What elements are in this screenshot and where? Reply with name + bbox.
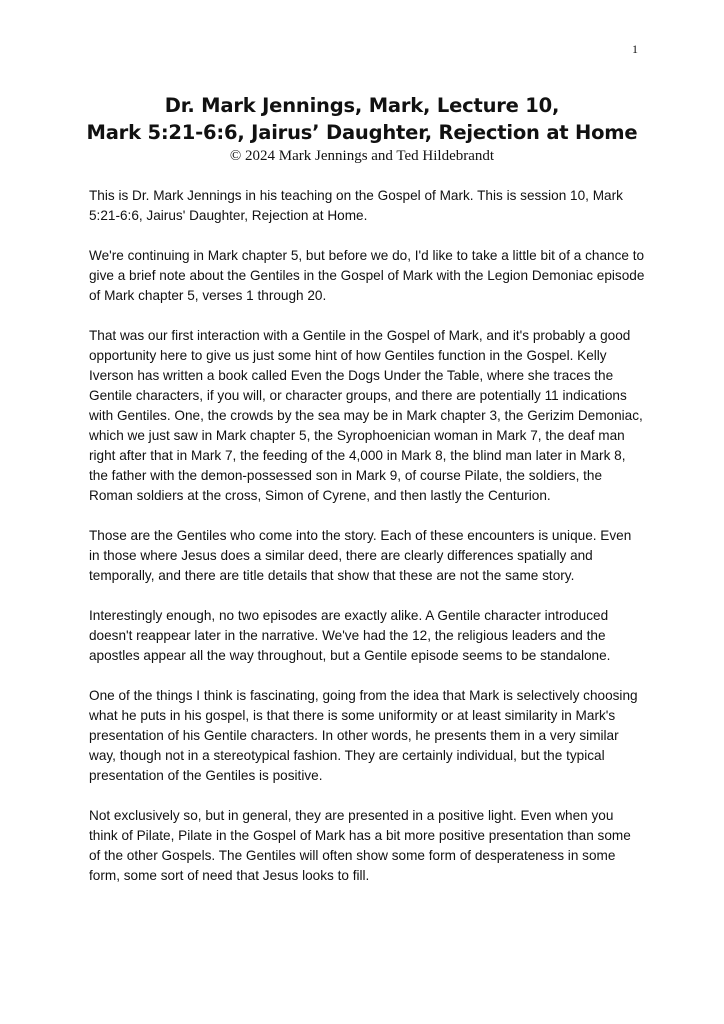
paragraph-6: One of the things I think is fascinating, going from the idea that Mark is selectively choosing what he puts in his gospel, is that there is some uniformity or at least similarity in Mark's presentation of his Gentile characters. In other words, he presents them in a very similar way, though not in a stereotypical fashion. They are certainly individual, but the typical presentation of the Gentiles is positive.: [89, 688, 638, 783]
title-block: [60, 92, 664, 166]
document-body: [89, 186, 645, 906]
paragraph-1: This is Dr. Mark Jennings in his teaching on the Gospel of Mark. This is session 10, Mark 5:21-6:6, Jairus' Daughter, Rejection at Home.: [89, 188, 623, 223]
title-line-1: Dr. Mark Jennings, Mark, Lecture 10,: [164, 94, 560, 117]
copyright-line: © 2024 Mark Jennings and Ted Hildebrandt: [229, 148, 495, 164]
paragraph-7: Not exclusively so, but in general, they are presented in a positive light. Even when you think of Pilate, Pilate in the Gospel of Mark has a bit more positive presentation than some of the other Gospels. The Gentiles will often show some form of desperateness in some form, some sort of need that Jesus looks to fill.: [89, 808, 631, 883]
paragraph-3: That was our first interaction with a Gentile in the Gospel of Mark, and it's probably a good opportunity here to give us just some hint of how Gentiles function in the Gospel. Kelly Iverson has written a book called Even the Dogs Under the Table, where she traces the Gentile characters, if you will, or character groups, and there are potentially 11 indications with Gentiles. One, the crowds by the sea may be in Mark chapter 3, the Gerizim Demoniac, which we just saw in Mark chapter 5, the Syrophoenician woman in Mark 7, the deaf man right after that in Mark 7, the feeding of the 4,000 in Mark 8, the blind man later in Mark 8, the father with the demon-possessed son in Mark 9, of course Pilate, the soldiers, the Roman soldiers at the cross, Simon of Cyrene, and then lastly the Centurion.: [89, 328, 643, 503]
paragraph-2: We're continuing in Mark chapter 5, but before we do, I'd like to take a little bit of a chance to give a brief note about the Gentiles in the Gospel of Mark with the Legion Demoniac episode of Mark chapter 5, verses 1 through 20.: [89, 248, 645, 303]
paragraph-5: Interestingly enough, no two episodes are exactly alike. A Gentile character introduced doesn't reappear later in the narrative. We've had the 12, the religious leaders and the apostles appear all the way throughout, but a Gentile episode seems to be standalone.: [89, 608, 611, 663]
title-line-2: Mark 5:21-6:6, Jairus’ Daughter, Rejection at Home: [86, 121, 638, 144]
paragraph-4: Those are the Gentiles who come into the story. Each of these encounters is unique. Even in those where Jesus does a similar deed, there are clearly differences spatially and temporally, and there are title details that show that these are not the same story.: [89, 528, 632, 583]
page-number: 1: [632, 42, 638, 56]
